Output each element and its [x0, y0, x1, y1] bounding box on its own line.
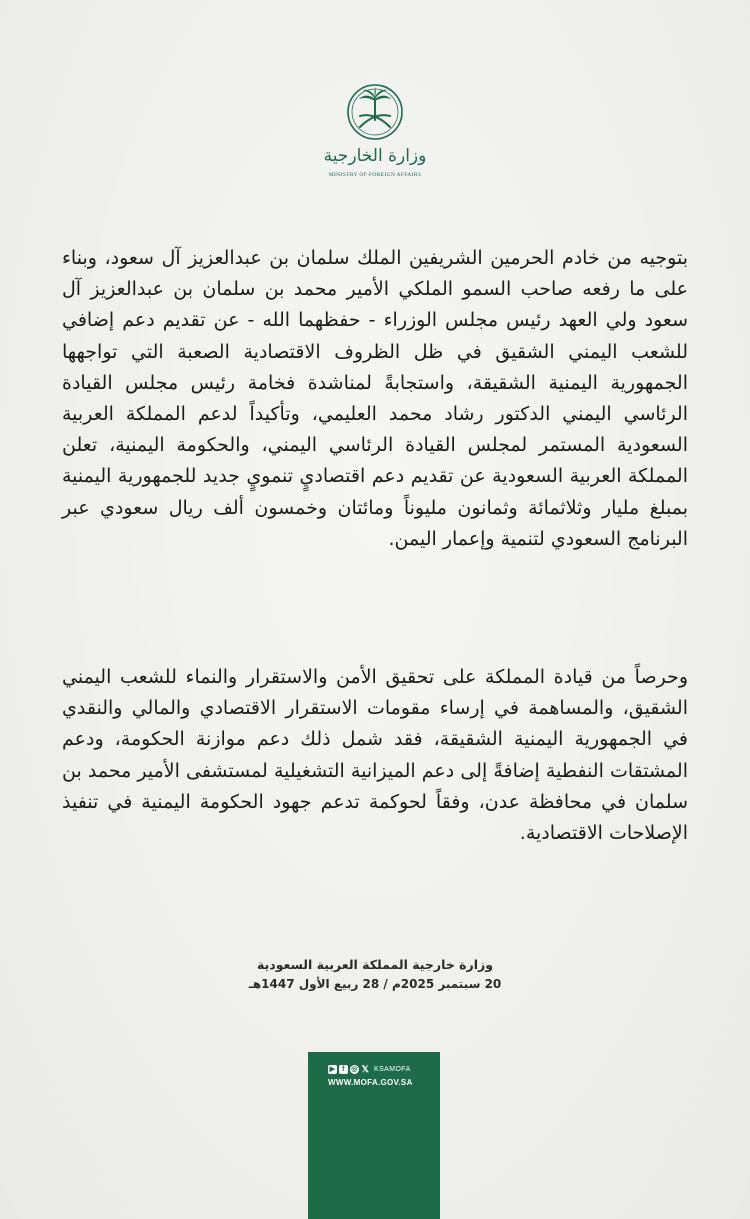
instagram-icon[interactable]: ◎ — [351, 1065, 358, 1073]
palm-swords-emblem-icon — [343, 80, 407, 144]
website-link[interactable]: WWW.MOFA.GOV.SA — [328, 1078, 413, 1087]
ministry-name-ar: وزارة الخارجية — [323, 146, 427, 166]
signature-issuer: وزارة خارجية المملكة العربية السعودية — [257, 957, 493, 972]
statement-paragraph-2: وحرصاً من قيادة المملكة على تحقيق الأمن والاستقرار والنماء للشعب اليمني الشقيق، والمساهمة في إرساء مقومات الاستقرار الاقتصادي والمالي والنقدي في الجمهورية اليمنية الشقيقة، فقد شمل ذلك دعم موازنة الحكومة، ودعم المشتقات النفطية إضافةً إلى دعم الميزانية التشغيلية لمستشفى الأمير محمد بن سلمان في محافظة عدن، وفقاً لحوكمة تدعم جهود الحكومة اليمنية في تنفيذ الإصلاحات الاقتصادية. — [62, 666, 688, 845]
x-icon[interactable]: 𝕏 — [361, 1063, 370, 1074]
statement-paragraph-1: بتوجيه من خادم الحرمين الشريفين الملك سلمان بن عبدالعزيز آل سعود، وبناء على ما رفعه صاحب السمو الملكي الأمير محمد بن سلمان بن عبدالعزيز آل سعود ولي العهد رئيس مجلس الوزراء - حفظهما الله - عن تقديم دعم إضافي للشعب اليمني الشقيق في ظل الظروف الاقتصادية الصعبة التي تواجهها الجمهورية اليمنية الشقيقة، واستجابةً لمناشدة فخامة رئيس مجلس القيادة الرئاسي اليمني الدكتور رشاد محمد العليمي، وتأكيداً لدعم المملكة العربية السعودية المستمر لمجلس القيادة الرئاسي اليمني، والحكومة اليمنية، تعلن المملكة العربية السعودية عن تقديم دعم اقتصاديٍ تنمويٍ جديد للجمهورية اليمنية بمبلغ مليار وثلاثمائة وثمانون مليوناً ومائتان وخمسون ألف ريال سعودي عبر البرنامج السعودي لتنمية وإعمار اليمن. — [62, 247, 688, 550]
ministry-logo — [320, 80, 430, 185]
facebook-icon[interactable]: f — [339, 1065, 348, 1074]
youtube-icon[interactable]: ▶ — [329, 1065, 336, 1073]
social-handle: KSAMOFA — [374, 1065, 411, 1073]
ministry-name-en: MINISTRY OF FOREIGN AFFAIRS — [328, 172, 422, 178]
signature-date: 20 سبتمبر 2025م / 28 ربيع الأول 1447هـ — [248, 977, 502, 991]
footer-panel — [308, 1052, 440, 1219]
social-row — [328, 1063, 411, 1075]
